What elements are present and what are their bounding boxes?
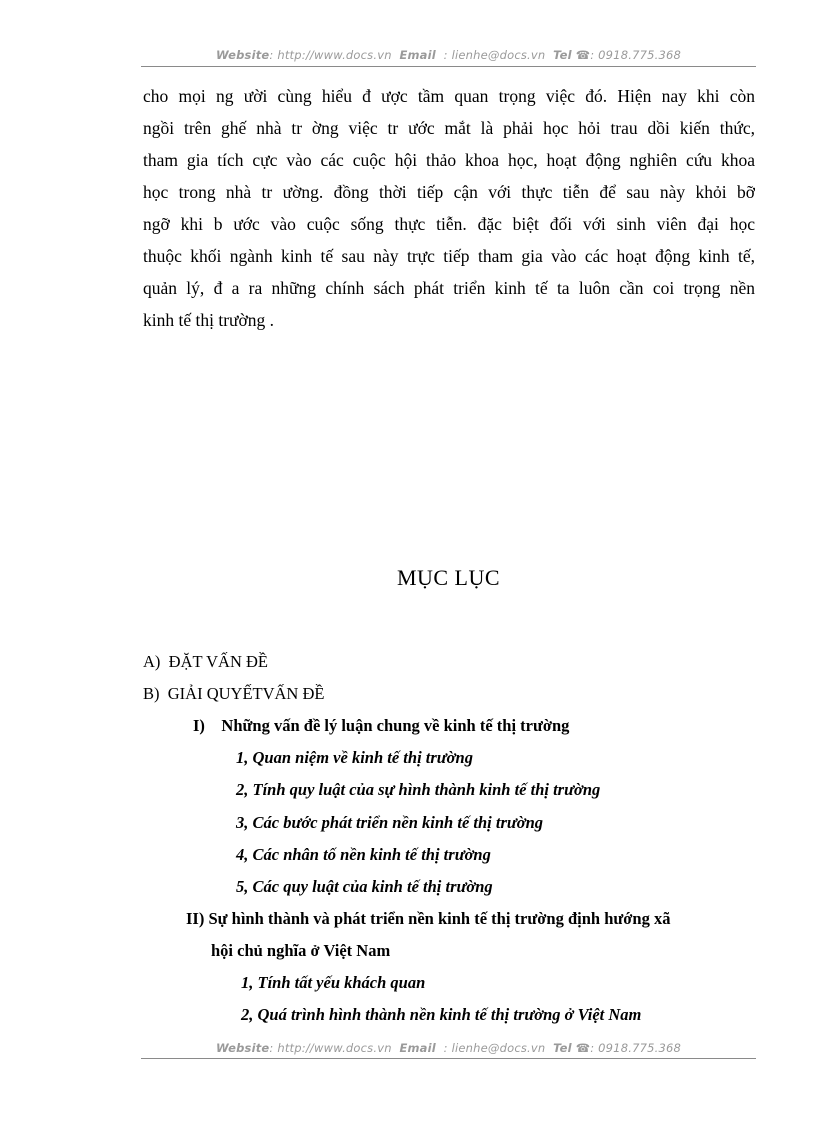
email-label: Email [399, 48, 436, 62]
tel-value: : 0918.775.368 [590, 48, 682, 62]
toc-marker: A) [143, 652, 161, 671]
toc-subitem: 2, Tính quy luật của sự hình thành kinh tế thị trường [236, 780, 601, 799]
toc-title: MỤC LỤC [396, 565, 501, 590]
toc-entry-b [143, 684, 324, 704]
email-value: : lienhe@docs.vn [443, 1041, 546, 1055]
tel-value: : 0918.775.368 [590, 1041, 682, 1055]
website-value: : http://www.docs.vn [269, 48, 392, 62]
toc-entry-text: GIẢI QUYẾTVẤN ĐỀ [167, 684, 325, 703]
toc-section-text: Những vấn đề lý luận chung về kinh tế thị trường [221, 716, 570, 735]
website-label: Website [215, 1041, 270, 1055]
website-value: : http://www.docs.vn [269, 1041, 392, 1055]
toc-section-i [193, 716, 569, 736]
toc-marker: I) [193, 716, 205, 735]
phone-icon: ☎ [575, 1041, 591, 1055]
body-line: ngỡ khi b ước vào cuộc sống thực tiễn. đặc biệt đối với sinh viên đại học [143, 214, 755, 234]
body-line: cho mọi ng ười cùng hiểu đ ược tầm quan trọng việc đó. Hiện nay khi còn [143, 86, 755, 106]
body-line: tham gia tích cực vào các cuộc hội thảo khoa học, hoạt động nghiên cứu khoa [143, 150, 755, 170]
body-line: ngồi trên ghế nhà tr ờng việc tr ước mắt là phải học hỏi trau dồi kiến thức, [143, 118, 755, 138]
body-line: kinh tế thị trường . [143, 310, 275, 330]
email-label: Email [399, 1041, 436, 1055]
toc-subitem: 5, Các quy luật của kinh tế thị trường [236, 877, 493, 896]
toc-entry-text: ĐẶT VẤN ĐỀ [168, 652, 268, 671]
tel-label: Tel [553, 48, 572, 62]
toc-marker: B) [143, 684, 160, 703]
toc-section-ii-cont: hội chủ nghĩa ở Việt Nam [211, 941, 391, 960]
body-line: quản lý, đ a ra những chính sách phát triển kinh tế ta luôn cần coi trọng nền [143, 278, 755, 298]
page-header [141, 48, 756, 62]
toc-section-ii [186, 909, 670, 929]
toc-subitem: 2, Quá trình hình thành nền kinh tế thị trường ở Việt Nam [241, 1005, 642, 1024]
toc-subitem: 1, Quan niệm về kinh tế thị trường [236, 748, 473, 767]
toc-subitem: 1, Tính tất yếu khách quan [241, 973, 426, 992]
toc-section-text: Sự hình thành và phát triển nền kinh tế thị trường định hướng xã [208, 909, 671, 928]
page-footer [141, 1041, 756, 1055]
website-label: Website [215, 48, 270, 62]
body-line: thuộc khối ngành kinh tế sau này trực tiếp tham gia vào các hoạt động kinh tế, [143, 246, 755, 266]
header-rule [141, 66, 756, 67]
toc-marker: II) [186, 909, 205, 928]
body-line: học trong nhà tr ường. đồng thời tiếp cận với thực tiễn để sau này khỏi bỡ [143, 182, 755, 202]
toc-entry-a [143, 652, 268, 672]
email-value: : lienhe@docs.vn [443, 48, 546, 62]
phone-icon: ☎ [575, 48, 591, 62]
body-paragraph [143, 80, 755, 336]
toc-subitem: 4, Các nhân tố nền kinh tế thị trường [236, 845, 491, 864]
toc-subitem: 3, Các bước phát triển nền kinh tế thị trường [236, 813, 544, 832]
footer-rule [141, 1058, 756, 1059]
tel-label: Tel [553, 1041, 572, 1055]
